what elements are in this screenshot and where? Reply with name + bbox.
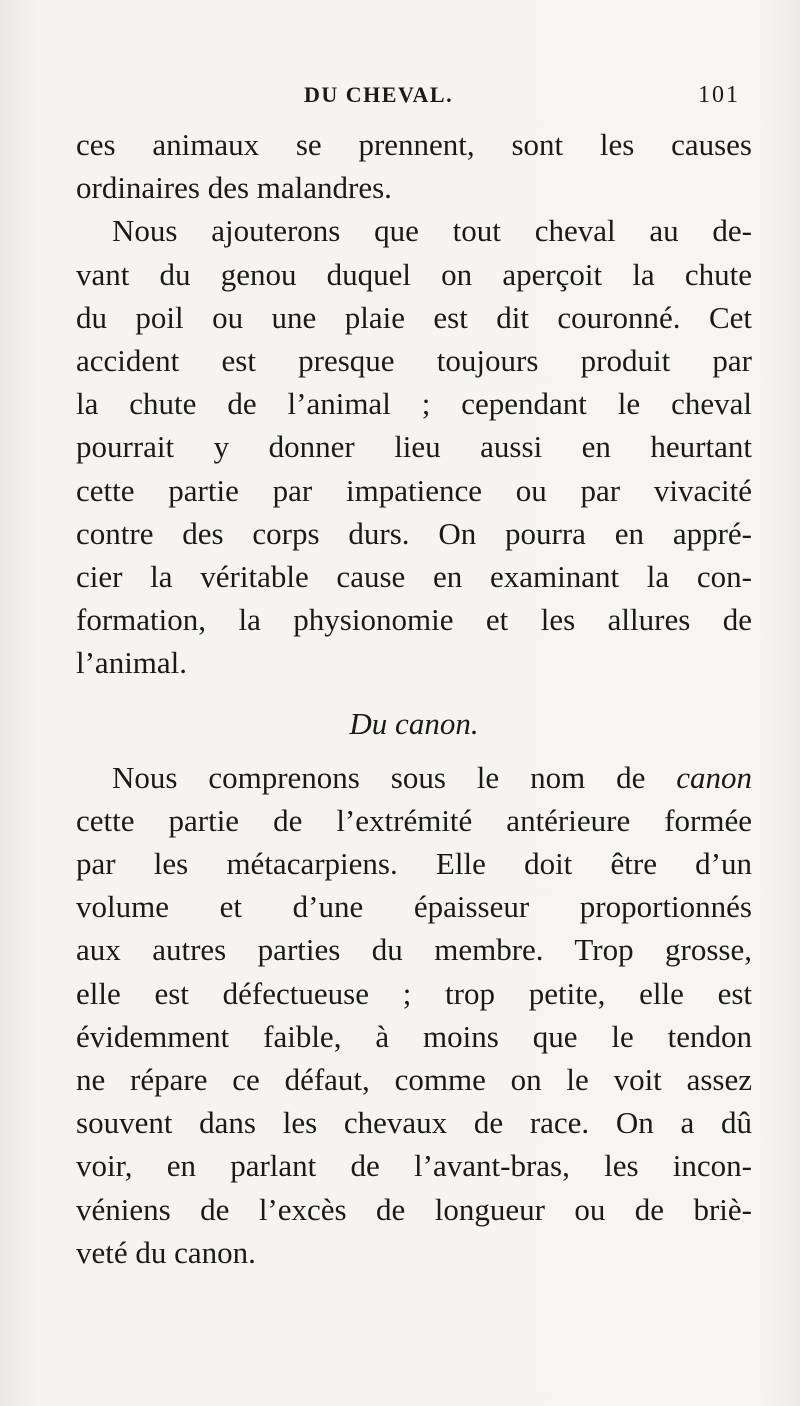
- text-line: volume et d’une épaisseur proportionnés: [76, 889, 752, 925]
- text-line: souvent dans les chevaux de race. On a dû: [76, 1105, 752, 1141]
- italic-term: canon: [676, 759, 752, 795]
- text-line: véniens de l’excès de longueur ou de briè-: [76, 1191, 752, 1227]
- text-line: voir, en parlant de l’avant-bras, les incon-: [76, 1148, 752, 1184]
- text-line: pourrait y donner lieu aussi en heurtant: [76, 429, 752, 465]
- text-line: du poil ou une plaie est dit couronné. Cet: [76, 299, 752, 335]
- text-line: aux autres parties du membre. Trop grosse,: [76, 932, 752, 968]
- text-line: la chute de l’animal ; cependant le cheval: [76, 386, 752, 422]
- text-line: veté du canon.: [76, 1234, 256, 1270]
- section-heading: Du canon.: [349, 706, 479, 742]
- text-line: ordinaires des malandres.: [76, 170, 392, 206]
- text-line: accident est presque toujours produit par: [76, 342, 752, 378]
- text-line: Nous ajouterons que tout cheval au de-: [112, 213, 752, 249]
- page-number: 101: [698, 82, 740, 108]
- body-text: [76, 123, 752, 1274]
- text-line: cette partie de l’extrémité antérieure formée: [76, 802, 752, 838]
- text-line: Nous comprenons sous le nom de canon: [112, 759, 752, 795]
- text-line: cier la véritable cause en examinant la con-: [76, 558, 752, 594]
- text-line: l’animal.: [76, 645, 188, 681]
- text-line: contre des corps durs. On pourra en appré-: [76, 515, 752, 551]
- running-title: DU CHEVAL.: [304, 82, 454, 107]
- text-line: ne répare ce défaut, comme on le voit assez: [76, 1061, 752, 1097]
- text-line: par les métacarpiens. Elle doit être d’un: [76, 846, 752, 881]
- text-line: formation, la physionomie et les allures de: [76, 602, 752, 638]
- text-line: évidemment faible, à moins que le tendon: [76, 1018, 752, 1054]
- text-line: cette partie par impatience ou par vivacité: [76, 472, 752, 508]
- running-head: [0, 82, 800, 112]
- text-line: elle est défectueuse ; trop petite, elle est: [76, 975, 752, 1011]
- text-line: vant du genou duquel on aperçoit la chute: [76, 256, 752, 292]
- text-line: ces animaux se prennent, sont les causes: [76, 127, 752, 162]
